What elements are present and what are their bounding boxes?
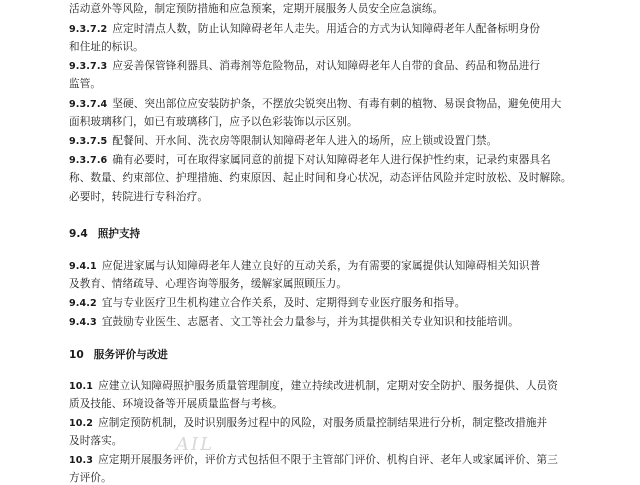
clause-text: 应促进家属与认知障碍老年人建立良好的互动关系，为有需要的家属提供认知障碍相关知识普 [101,260,541,272]
clause-9-4-2-line-1 [69,297,465,310]
clause-number: 10.3 [69,455,94,466]
section-title: 服务评价与改进 [93,349,168,361]
clause-10-1-line-1 [69,380,558,393]
clause-text: 宜与专业医疗卫生机构建立合作关系，及时、定期得到专业医疗服务和指导。 [101,297,466,309]
clause-number: 9.4.2 [69,298,97,309]
clause-9-3-7-4-line-2: 面积玻璃移门，如已有玻璃移门，应予以色彩装饰以示区别。 [69,116,358,128]
clause-text: 应妥善保管锋利器具、消毒剂等危险物品，对认知障碍老年人自带的食品、药品和物品进行 [112,60,541,72]
clause-9-4-1-line-2: 及教育、情绪疏导、心理咨询等服务，缓解家属照顾压力。 [69,278,348,290]
clause-9-3-7-6-line-1 [69,154,551,167]
clause-number: 9.4.1 [69,261,97,272]
clause-number: 9.3.7.6 [69,155,108,166]
clause-number: 9.3.7.2 [69,24,108,35]
clause-9-4-3-line-1 [69,316,519,329]
watermark: AIL [176,434,215,455]
clause-9-3-7-3-line-1 [69,60,540,73]
clause-9-3-7-2-line-1 [69,23,540,36]
clause-9-3-7-4-line-1 [69,98,561,111]
clause-text: 确有必要时，可在取得家属同意的前提下对认知障碍老年人进行保护性约束，记录约束器具名 [112,154,551,166]
clause-text: 应定期开展服务评价，评价方式包括但不限于主管部门评价、机构自评、老年人或家属评价、第三 [98,454,558,466]
clause-text: 配餐间、开水间、洗衣房等限制认知障碍老年人进入的场所，应上锁或设置门禁。 [112,135,498,147]
clause-text: 应制定预防机制，及时识别服务过程中的风险，对服务质量控制结果进行分析，制定整改措施并 [98,417,548,429]
section-number: 10 [69,349,84,361]
clause-number: 9.3.7.5 [69,136,108,147]
clause-9-4-1-line-1 [69,260,540,273]
clause-9-3-7-6-line-3: 必要时，转院进行专科治疗。 [69,191,209,203]
clause-number: 9.3.7.4 [69,99,108,110]
intro-text: 活动意外等风险，制定预防措施和应急预案，定期开展服务人员安全应急演练。 [69,3,444,15]
clause-9-3-7-3-line-2: 监管。 [69,78,102,90]
clause-number: 10.2 [69,418,94,429]
clause-number: 10.1 [69,381,94,392]
section-heading-9-4 [69,228,140,241]
clause-text: 应建立认知障碍照护服务质量管理制度，建立持续改进机制，定期对安全防护、服务提供、人员资 [98,380,558,392]
clause-text: 宜鼓励专业医生、志愿者、文工等社会力量参与，并为其提供相关专业知识和技能培训。 [101,316,519,328]
clause-10-3-line-1 [69,454,558,467]
clause-10-2-line-2: 及时落实。 [69,435,123,447]
clause-text: 坚硬、突出部位应安装防护条，不摆放尖锐突出物、有毒有刺的植物、易误食物品，避免使用大 [112,98,562,110]
clause-9-3-7-6-line-2: 称、数量、约束部位、护理措施、约束原因、起止时间和身心状况，动态评估风险并定时放松、及时解除。 [69,172,572,184]
section-title: 照护支持 [97,228,141,240]
section-number: 9.4 [69,228,88,240]
clause-10-3-line-2: 方评价。 [69,472,112,484]
clause-number: 9.3.7.3 [69,61,108,72]
clause-10-2-line-1 [69,417,547,430]
clause-10-1-line-2: 质及技能、环境设备等开展质量监督与考核。 [69,398,283,410]
clause-9-3-7-5-line-1 [69,135,497,148]
clause-number: 9.4.3 [69,317,97,328]
clause-text: 应定时清点人数，防止认知障碍老年人走失。用适合的方式为认知障碍老年人配备标明身份 [112,23,541,35]
clause-9-3-7-2-line-2: 和住址的标识。 [69,41,144,53]
section-heading-10 [69,349,168,362]
